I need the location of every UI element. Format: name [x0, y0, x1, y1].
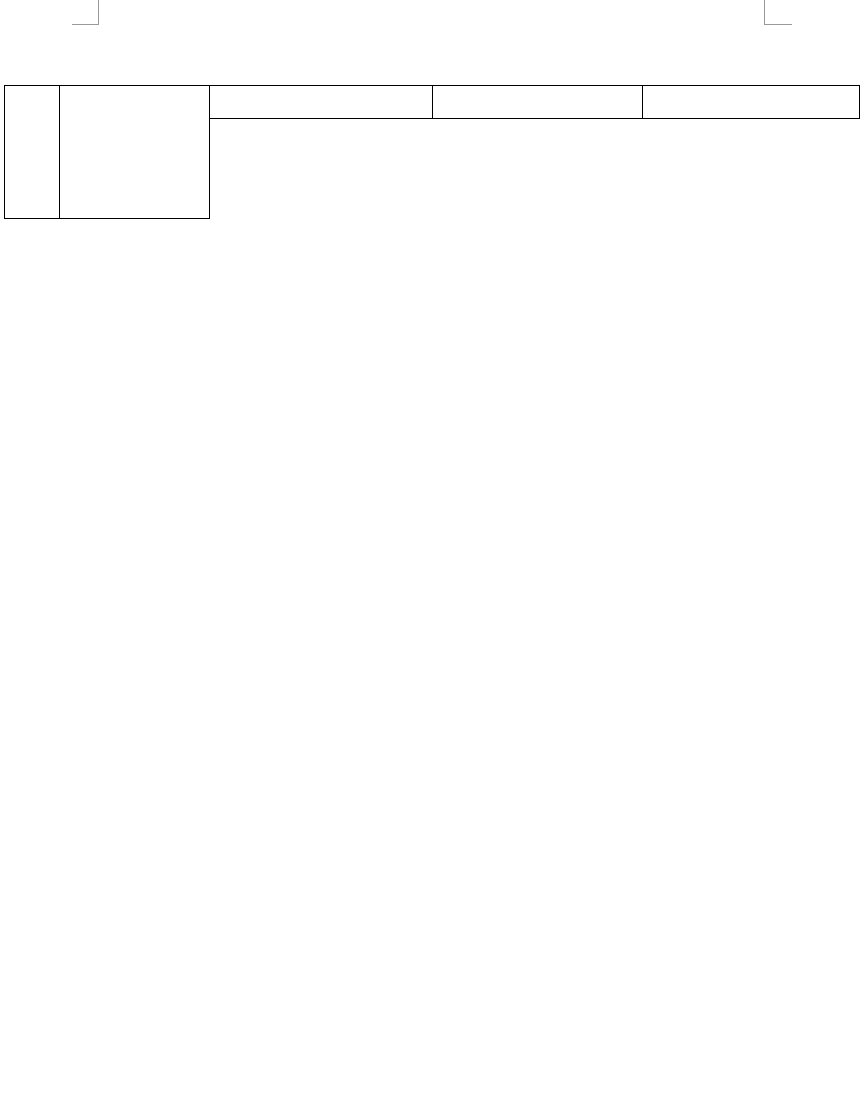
- header-major: [60, 86, 210, 219]
- page-corner-mark: [72, 24, 99, 25]
- enrollment-table: [4, 85, 860, 219]
- header-group-2024: [210, 86, 432, 119]
- header-group-2023: [432, 86, 642, 119]
- page-corner-mark: [764, 24, 792, 25]
- header-group-2022: [643, 86, 860, 119]
- header-degree-type: [5, 86, 60, 219]
- page-corner-mark: [98, 0, 99, 24]
- page-corner-mark: [764, 0, 765, 24]
